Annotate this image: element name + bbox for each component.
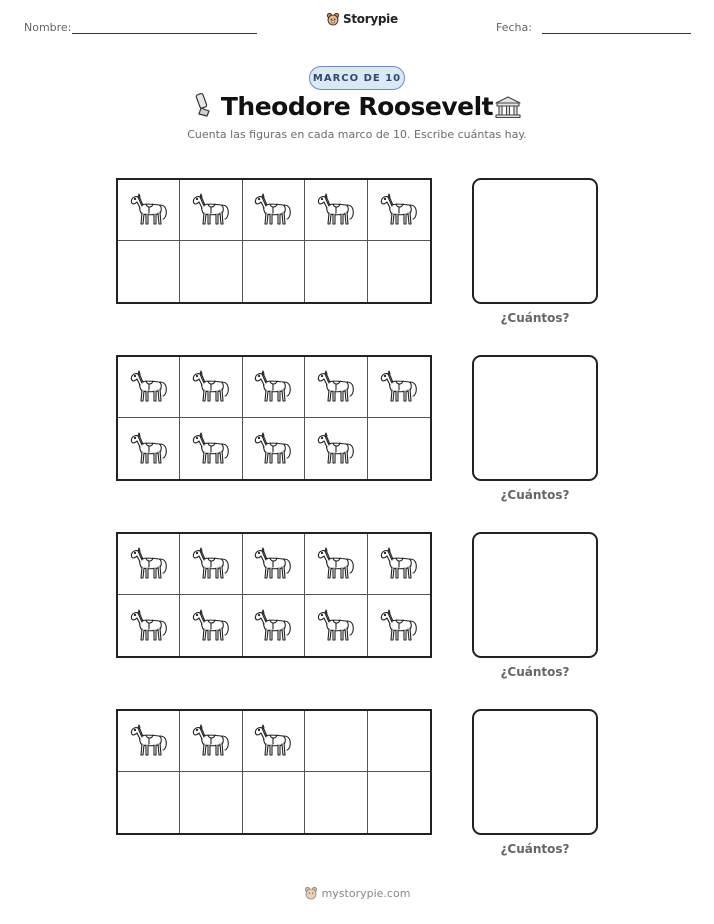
date-label: Fecha: [496,21,532,34]
horse-icon [252,430,294,468]
frame-cell [180,772,242,833]
horse-icon [315,545,357,583]
ten-frame [116,532,432,658]
frame-cell [118,418,180,479]
answer-box[interactable] [472,178,598,304]
frame-cell [368,772,430,833]
frame-cell [368,534,430,595]
horse-icon [128,368,170,406]
footer [0,886,714,900]
answer-box[interactable] [472,709,598,835]
frame-cell [118,357,180,418]
instructions: Cuenta las figuras en cada marco de 10. Escribe cuántas hay. [187,128,527,141]
horse-icon [190,545,232,583]
horse-icon [190,607,232,645]
horse-icon [190,191,232,229]
frame-cell [243,595,305,656]
brand-logo [326,12,398,26]
frame-cell [118,534,180,595]
horse-icon [252,545,294,583]
frame-cell [243,418,305,479]
frame-cell [180,357,242,418]
horse-icon [190,722,232,760]
horse-icon [252,368,294,406]
page-title: Theodore Roosevelt [220,92,494,121]
frame-cell [180,241,242,302]
horse-icon [378,607,420,645]
frame-cell [243,241,305,302]
frame-cell [305,595,367,656]
frame-cell [368,180,430,241]
horse-icon [378,545,420,583]
frame-cell [368,418,430,479]
activity-type-badge [309,66,405,90]
horse-icon [315,430,357,468]
bear-mascot-icon [326,12,340,26]
frame-cell [180,534,242,595]
frame-cell [243,180,305,241]
frame-cell [118,180,180,241]
frame-cell [118,595,180,656]
horse-icon [128,430,170,468]
brand-name: Storypie [343,12,398,26]
horse-icon [315,607,357,645]
horse-icon [128,191,170,229]
frame-cell [305,418,367,479]
frame-cell [243,711,305,772]
answer-label: ¿Cuántos? [500,488,570,502]
frame-cell [305,534,367,595]
frame-cell [118,711,180,772]
bear-mascot-icon [304,886,318,900]
answer-label: ¿Cuántos? [500,311,570,325]
frame-cell [118,241,180,302]
frame-cell [368,595,430,656]
footer-url: mystorypie.com [321,886,411,900]
frame-cell [118,772,180,833]
date-field-line[interactable] [542,33,691,34]
horse-icon [190,430,232,468]
frame-cell [368,357,430,418]
answer-label: ¿Cuántos? [500,665,570,679]
frame-cell [243,357,305,418]
horse-icon [315,368,357,406]
frame-cell [180,711,242,772]
horse-icon [252,191,294,229]
ten-frame [116,709,432,835]
answer-box[interactable] [472,532,598,658]
frame-cell [305,772,367,833]
horse-icon [378,368,420,406]
horse-icon [128,607,170,645]
answer-box[interactable] [472,355,598,481]
frame-cell [368,241,430,302]
frame-cell [368,711,430,772]
horse-icon [252,722,294,760]
frame-cell [180,418,242,479]
horse-icon [378,191,420,229]
frame-cell [180,595,242,656]
title-row [0,92,714,126]
horse-icon [128,545,170,583]
worksheet-header [0,0,714,40]
badge-label: MARCO DE 10 [312,72,402,84]
horse-icon [190,368,232,406]
frame-cell [305,241,367,302]
frame-cell [305,180,367,241]
frame-cell [305,711,367,772]
frame-cell [305,357,367,418]
name-field-line[interactable] [72,33,257,34]
horse-icon [315,191,357,229]
horse-icon [128,722,170,760]
name-label: Nombre: [24,21,72,34]
horse-icon [252,607,294,645]
ten-frame [116,178,432,304]
frame-cell [243,534,305,595]
frame-cell [243,772,305,833]
ten-frame [116,355,432,481]
answer-label: ¿Cuántos? [500,842,570,856]
building-icon [494,95,522,119]
frame-cell [180,180,242,241]
